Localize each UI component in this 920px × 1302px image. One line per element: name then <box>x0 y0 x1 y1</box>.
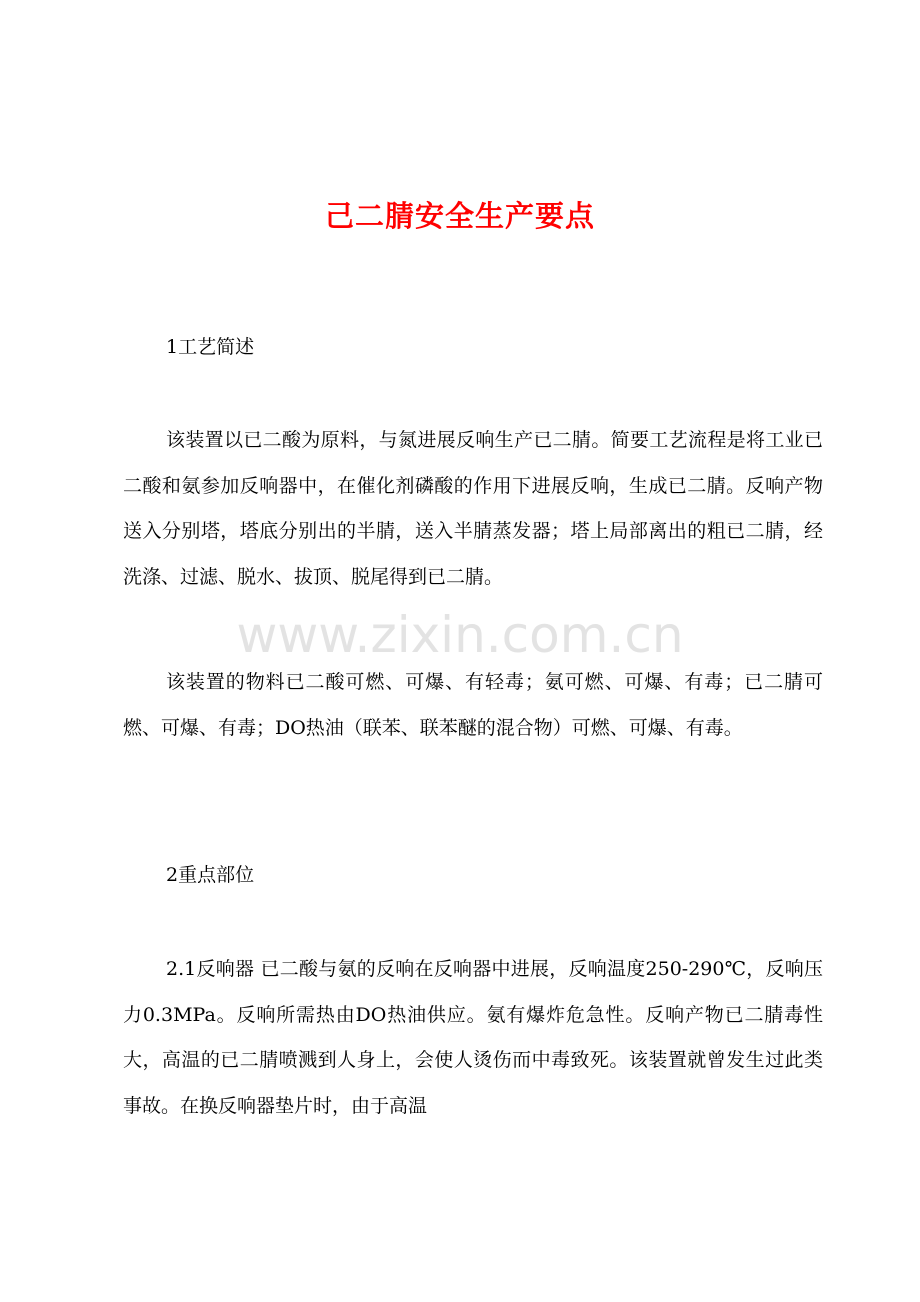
document-title: 己二腈安全生产要点 <box>324 199 595 233</box>
paragraph-material-hazards: 该装置的物料已二酸可燃、可爆、有轻毒；氨可燃、可爆、有毒；已二腈可燃、可爆、有毒；DO热油（联苯、联苯醚的混合物）可燃、可爆、有毒。 <box>123 671 823 739</box>
section-heading-key-parts: 2重点部位 <box>166 864 255 886</box>
watermark-text: www.zixin.com.cn <box>236 606 684 664</box>
paragraph-process-description: 该装置以已二酸为原料，与氮进展反响生产已二腈。简要工艺流程是将工业已二酸和氨参加反响器中，在催化剂磷酸的作用下进展反响，生成已二腈。反响产物送入分别塔，塔底分别出的半腈，送入半腈蒸发器；塔上局部离出的粗已二腈，经洗涤、过滤、脱水、拔顶、脱尾得到已二腈。 <box>123 429 823 588</box>
section-heading-process-overview: 1工艺简述 <box>166 336 255 358</box>
paragraph-reactor: 2.1反响器 已二酸与氨的反响在反响器中进展，反响温度250-290℃，反响压力0.3MPa。反响所需热由DO热油供应。氨有爆炸危急性。反响产物已二腈毒性大，高温的已二腈喷溅到人身上，会使人烫伤而中毒致死。该装置就曾发生过此类事故。在换反响器垫片时，由于高温 <box>123 958 823 1117</box>
